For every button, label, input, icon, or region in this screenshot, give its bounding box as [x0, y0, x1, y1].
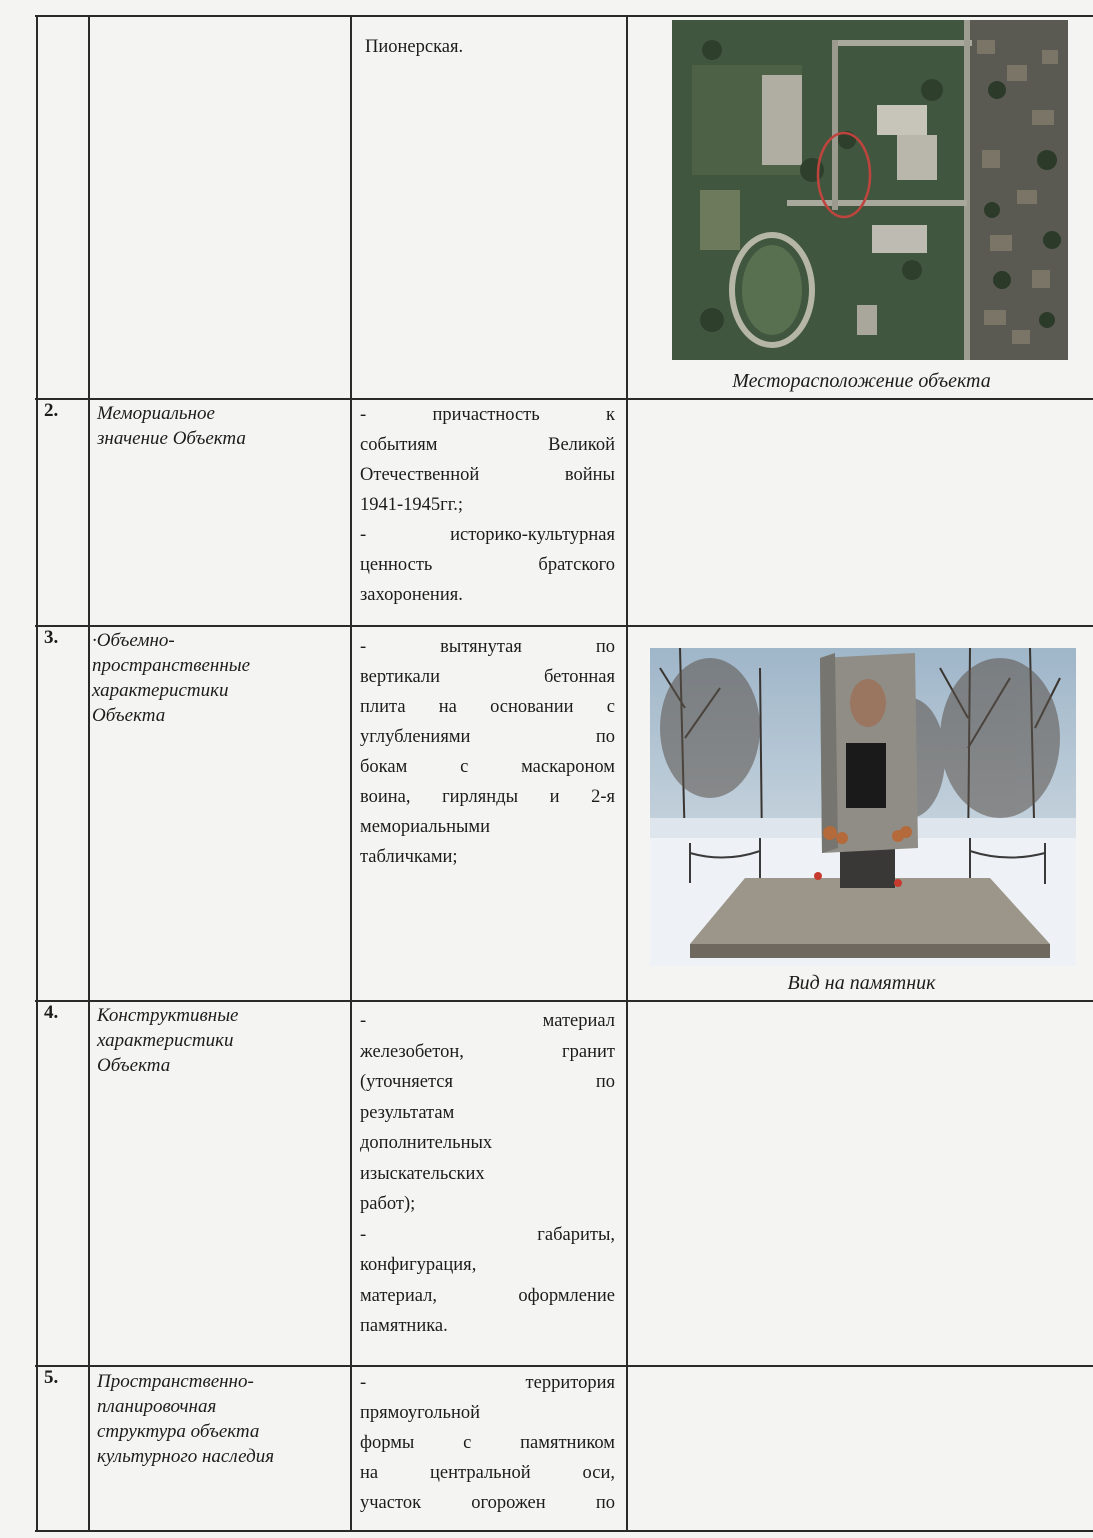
table-rule: [35, 1000, 1093, 1002]
description-line: Отечественной войны: [360, 465, 615, 485]
row-label: Мемориальное значение Объекта: [97, 403, 246, 449]
description-line: 1941-1945гг.;: [360, 495, 464, 515]
row-3-description: [360, 632, 615, 872]
description-line: - материал: [360, 1011, 615, 1031]
row-5-description: [360, 1368, 615, 1518]
description-line: углублениями по: [360, 727, 615, 747]
description-line: мемориальными: [360, 817, 491, 837]
description-line: материал, оформление: [360, 1285, 615, 1306]
description-line: табличками;: [360, 847, 458, 867]
row-2-description: [360, 400, 615, 610]
row-number: 2.: [44, 400, 59, 421]
monument-photo-caption: Вид на памятник: [787, 972, 936, 994]
row-number: 3.: [44, 627, 59, 648]
row-number: 4.: [44, 1002, 59, 1023]
description-line: формы с памятником: [360, 1433, 615, 1453]
row-1-description: [365, 32, 615, 62]
description-line: - вытянутая по: [360, 637, 615, 657]
table-rule: [626, 15, 628, 1532]
description-line: железобетон, гранит: [360, 1041, 615, 1062]
description-line: вертикали бетонная: [360, 667, 615, 687]
row-label: Конструктивные характеристики Объекта: [97, 1005, 239, 1076]
description-line: участок огорожен по: [360, 1493, 615, 1513]
table-rule: [36, 15, 38, 1532]
description-line: - причастность к: [360, 405, 615, 425]
aerial-map-photo: [672, 20, 1068, 360]
description-line: конфигурация,: [360, 1255, 477, 1275]
description-line: на центральной оси,: [360, 1463, 615, 1483]
aerial-map-caption: Месторасположение объекта: [732, 370, 991, 392]
description-line: ценность братского: [360, 555, 615, 575]
table-rule: [35, 15, 1093, 17]
table-rule: [35, 625, 1093, 627]
description-line: событиям Великой: [360, 435, 615, 455]
description-line: - территория: [360, 1373, 615, 1393]
table-rule: [88, 15, 90, 1532]
description-line: плита на основании с: [360, 697, 615, 717]
description-line: работ);: [360, 1194, 416, 1214]
description-line: памятника.: [360, 1316, 448, 1336]
table-rule: [350, 15, 352, 1532]
description-line: воина, гирлянды и 2-я: [360, 787, 615, 807]
description-line: прямоугольной: [360, 1403, 481, 1423]
description-line: - габариты,: [360, 1224, 615, 1245]
description-line: (уточняется по: [360, 1072, 615, 1092]
row-label: Пространственно- планировочная структура объекта культурного наследия: [97, 1371, 275, 1467]
table-rule: [35, 1530, 1093, 1532]
description-line: бокам с маскароном: [360, 757, 615, 777]
description-line: изыскательских: [360, 1163, 485, 1184]
row-4-description: [360, 1006, 615, 1342]
table-rule: [35, 1365, 1093, 1367]
description-line: результатам: [360, 1102, 455, 1123]
description-line: дополнительных: [360, 1133, 493, 1153]
description-line: захоронения.: [360, 585, 463, 605]
row-label: ·Объемно- пространственные характеристики Объекта: [92, 630, 251, 726]
monument-photo: [650, 648, 1076, 966]
row-number: 5.: [44, 1367, 59, 1388]
description-line: Пионерская.: [365, 37, 464, 57]
description-line: - историко-культурная: [360, 525, 615, 545]
